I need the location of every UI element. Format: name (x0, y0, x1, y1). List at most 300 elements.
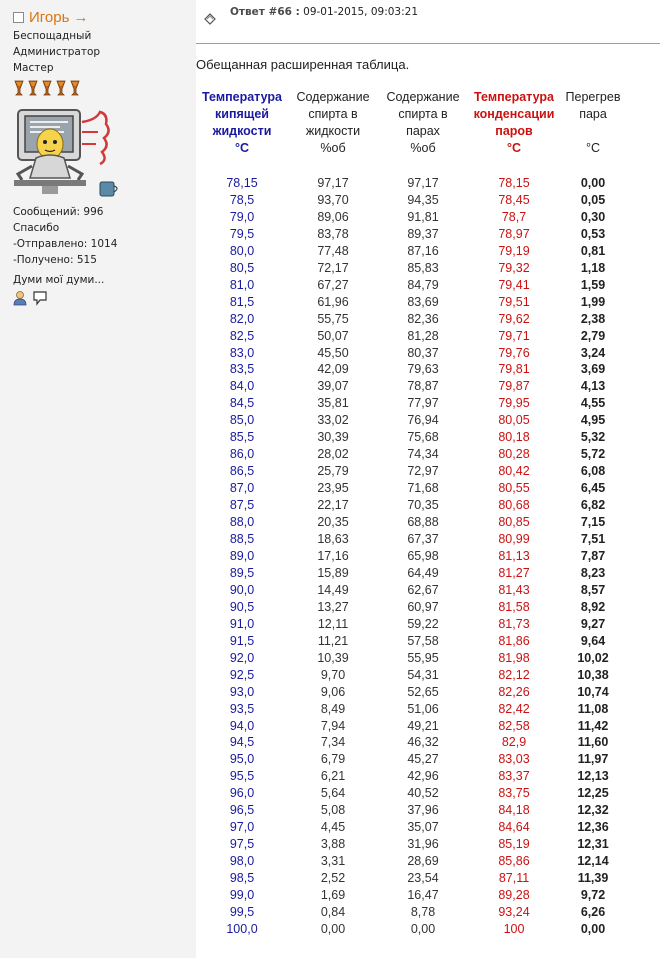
thanks-received: -Получено: 515 (13, 254, 97, 266)
glass-icon (42, 80, 52, 96)
cell-alcohol-liquid: 67,27 (317, 277, 349, 292)
cell-superheat: 12,25 (577, 786, 609, 801)
glass-icon (28, 80, 38, 96)
table-row (196, 497, 626, 514)
cell-condensation-temp: 82,9 (501, 735, 527, 750)
table-row (196, 548, 626, 565)
cell-condensation-temp: 85,86 (498, 854, 530, 869)
header-condensation-temp: Температура конденсации паров °C (473, 90, 555, 155)
header-alcohol-liquid: Содержание спирта в жидкости %об (296, 90, 370, 155)
cell-alcohol-liquid: 10,39 (317, 650, 349, 665)
cell-alcohol-liquid: 3,88 (320, 837, 346, 852)
cell-boiling-temp: 79,5 (229, 226, 255, 241)
cell-alcohol-liquid: 23,95 (317, 481, 349, 496)
cell-alcohol-liquid: 4,45 (320, 820, 346, 835)
cell-superheat: 0,30 (580, 209, 606, 224)
cell-alcohol-liquid: 9,06 (320, 684, 346, 699)
cell-boiling-temp: 98,0 (229, 854, 255, 869)
table-row (196, 277, 626, 294)
cell-alcohol-liquid: 83,78 (317, 226, 349, 241)
cell-alcohol-vapor: 85,83 (407, 260, 439, 275)
user-rank-1: Беспощадный (13, 30, 92, 42)
cell-superheat: 6,45 (580, 481, 606, 496)
table-row (196, 718, 626, 735)
cell-superheat: 8,92 (580, 599, 606, 614)
avatar-image (12, 102, 124, 202)
message-icon[interactable] (32, 290, 48, 306)
cell-alcohol-liquid: 14,49 (317, 582, 349, 597)
cell-boiling-temp: 83,5 (229, 362, 255, 377)
cell-alcohol-vapor: 57,58 (407, 633, 439, 648)
cell-alcohol-liquid: 35,81 (317, 396, 349, 411)
cell-boiling-temp: 92,5 (229, 667, 255, 682)
table-row (196, 751, 626, 768)
cell-alcohol-liquid: 0,84 (320, 904, 346, 919)
cell-condensation-temp: 100 (503, 921, 525, 936)
user-signature: Думи мої думи... (13, 274, 105, 286)
cell-condensation-temp: 84,64 (498, 820, 530, 835)
table-row (196, 175, 626, 192)
table-row (196, 412, 626, 429)
cell-alcohol-liquid: 25,79 (317, 464, 349, 479)
cell-alcohol-liquid: 30,39 (317, 430, 349, 445)
cell-alcohol-vapor: 76,94 (407, 413, 439, 428)
cell-boiling-temp: 91,5 (229, 633, 255, 648)
table-row (196, 633, 626, 650)
data-table (196, 89, 626, 938)
cell-condensation-temp: 82,12 (498, 667, 530, 682)
table-row (196, 684, 626, 701)
rank-glasses (14, 80, 80, 96)
cell-boiling-temp: 93,5 (229, 701, 255, 716)
cell-superheat: 11,42 (577, 718, 609, 733)
table-body (196, 157, 626, 938)
cell-alcohol-liquid: 3,31 (320, 854, 346, 869)
table-row (196, 599, 626, 616)
cell-superheat: 9,64 (580, 633, 606, 648)
cell-alcohol-vapor: 77,97 (407, 396, 439, 411)
cell-alcohol-vapor: 94,35 (407, 192, 439, 207)
cell-alcohol-liquid: 42,09 (317, 362, 349, 377)
cell-alcohol-liquid: 93,70 (317, 192, 349, 207)
cell-condensation-temp: 79,62 (498, 311, 530, 326)
cell-boiling-temp: 97,0 (229, 820, 255, 835)
cell-alcohol-vapor: 46,32 (407, 735, 439, 750)
table-row (196, 192, 626, 209)
cell-superheat: 12,31 (577, 837, 609, 852)
cell-alcohol-vapor: 81,28 (407, 328, 439, 343)
post-intro: Обещанная расширенная таблица. (196, 57, 410, 72)
profile-icon[interactable] (13, 290, 29, 306)
cell-boiling-temp: 90,5 (229, 599, 255, 614)
post-title[interactable]: Ответ #66 : (230, 6, 300, 18)
cell-superheat: 6,08 (580, 464, 606, 479)
cell-boiling-temp: 92,0 (229, 650, 255, 665)
cell-alcohol-liquid: 0,00 (320, 921, 346, 936)
cell-superheat: 0,00 (580, 921, 606, 936)
cell-boiling-temp: 90,0 (229, 582, 255, 597)
cell-alcohol-vapor: 59,22 (407, 616, 439, 631)
cell-condensation-temp: 78,45 (498, 192, 530, 207)
cell-superheat: 7,51 (580, 532, 606, 547)
table-row (196, 565, 626, 582)
table-row (196, 734, 626, 751)
user-select-checkbox[interactable] (13, 12, 24, 23)
table-row (196, 328, 626, 345)
cell-alcohol-liquid: 6,21 (320, 769, 346, 784)
cell-boiling-temp: 86,5 (229, 464, 255, 479)
cell-boiling-temp: 88,0 (229, 515, 255, 530)
cell-condensation-temp: 82,26 (498, 684, 530, 699)
table-row (196, 378, 626, 395)
cell-alcohol-vapor: 70,35 (407, 498, 439, 513)
cell-boiling-temp: 81,5 (229, 294, 255, 309)
table-row (196, 616, 626, 633)
table-row (196, 463, 626, 480)
cell-boiling-temp: 99,5 (229, 904, 255, 919)
cell-boiling-temp: 84,5 (229, 396, 255, 411)
table-row (196, 226, 626, 243)
cell-condensation-temp: 79,19 (498, 243, 530, 258)
cell-boiling-temp: 80,0 (229, 243, 255, 258)
table-row (196, 921, 626, 938)
table-row (196, 395, 626, 412)
cell-boiling-temp: 81,0 (229, 277, 255, 292)
cell-alcohol-vapor: 42,96 (407, 769, 439, 784)
cell-alcohol-vapor: 62,67 (407, 582, 439, 597)
cell-alcohol-vapor: 67,37 (407, 532, 439, 547)
cell-condensation-temp: 79,81 (498, 362, 530, 377)
cell-alcohol-liquid: 13,27 (317, 599, 349, 614)
cell-superheat: 12,36 (577, 820, 609, 835)
cell-alcohol-liquid: 77,48 (317, 243, 349, 258)
cell-condensation-temp: 81,43 (498, 582, 530, 597)
cell-superheat: 11,97 (577, 752, 609, 767)
cell-superheat: 0,81 (580, 243, 606, 258)
cell-boiling-temp: 85,0 (229, 413, 255, 428)
cell-condensation-temp: 79,32 (498, 260, 530, 275)
cell-superheat: 12,13 (577, 769, 609, 784)
table-row (196, 243, 626, 260)
cell-boiling-temp: 85,5 (229, 430, 255, 445)
cell-alcohol-vapor: 68,88 (407, 515, 439, 530)
cell-condensation-temp: 84,18 (498, 803, 530, 818)
post-icon (202, 11, 218, 27)
cell-alcohol-vapor: 28,69 (407, 854, 439, 869)
user-header (13, 8, 88, 26)
cell-alcohol-vapor: 79,63 (407, 362, 439, 377)
thanks-sent: -Отправлено: 1014 (13, 238, 118, 250)
cell-condensation-temp: 79,95 (498, 396, 530, 411)
header-boiling-temp: Температура кипящей жидкости °C (202, 90, 282, 155)
cell-condensation-temp: 81,58 (498, 599, 530, 614)
cell-alcohol-liquid: 39,07 (317, 379, 349, 394)
cell-alcohol-vapor: 54,31 (407, 667, 439, 682)
cell-boiling-temp: 98,5 (229, 871, 255, 886)
table-row (196, 650, 626, 667)
cell-boiling-temp: 87,5 (229, 498, 255, 513)
cell-alcohol-liquid: 50,07 (317, 328, 349, 343)
cell-alcohol-liquid: 89,06 (317, 209, 349, 224)
cell-superheat: 8,23 (580, 565, 606, 580)
cell-alcohol-liquid: 6,79 (320, 752, 346, 767)
cell-alcohol-liquid: 7,34 (320, 735, 346, 750)
header-alcohol-vapor: Содержание спирта в парах %об (386, 90, 460, 155)
cell-superheat: 0,53 (580, 226, 606, 241)
cell-alcohol-vapor: 40,52 (407, 786, 439, 801)
table-row (196, 904, 626, 921)
cell-alcohol-vapor: 51,06 (407, 701, 439, 716)
cell-boiling-temp: 95,0 (229, 752, 255, 767)
post-date: 09-01-2015, 09:03:21 (303, 6, 418, 18)
cell-boiling-temp: 84,0 (229, 379, 255, 394)
cell-condensation-temp: 80,42 (498, 464, 530, 479)
cell-alcohol-liquid: 72,17 (317, 260, 349, 275)
cell-alcohol-vapor: 45,27 (407, 752, 439, 767)
cell-boiling-temp: 87,0 (229, 481, 255, 496)
cell-superheat: 3,69 (580, 362, 606, 377)
cell-superheat: 1,59 (580, 277, 606, 292)
cell-boiling-temp: 82,5 (229, 328, 255, 343)
table-row (196, 531, 626, 548)
cell-alcohol-liquid: 7,94 (320, 718, 346, 733)
cell-alcohol-vapor: 55,95 (407, 650, 439, 665)
username-link[interactable]: Игорь (29, 8, 70, 26)
table-row (196, 361, 626, 378)
cell-alcohol-vapor: 83,69 (407, 294, 439, 309)
cell-condensation-temp: 81,86 (498, 633, 530, 648)
cell-condensation-temp: 78,7 (501, 209, 527, 224)
cell-boiling-temp: 97,5 (229, 837, 255, 852)
cell-boiling-temp: 100,0 (226, 921, 258, 936)
cell-superheat: 4,95 (580, 413, 606, 428)
cell-superheat: 4,55 (580, 396, 606, 411)
cell-alcohol-liquid: 18,63 (317, 532, 349, 547)
table-row (196, 819, 626, 836)
cell-alcohol-liquid: 11,21 (317, 633, 349, 648)
table-row (196, 836, 626, 853)
messages-count: Сообщений: 996 (13, 206, 104, 218)
cell-condensation-temp: 80,85 (498, 515, 530, 530)
table-row (196, 480, 626, 497)
cell-superheat: 2,79 (580, 328, 606, 343)
cell-condensation-temp: 79,41 (498, 277, 530, 292)
cell-superheat: 10,74 (577, 684, 609, 699)
glass-icon (70, 80, 80, 96)
cell-boiling-temp: 82,0 (229, 311, 255, 326)
cell-alcohol-vapor: 16,47 (407, 888, 439, 903)
cell-boiling-temp: 93,0 (229, 684, 255, 699)
cell-alcohol-vapor: 60,97 (407, 599, 439, 614)
cell-alcohol-vapor: 97,17 (407, 176, 439, 190)
cell-alcohol-liquid: 61,96 (317, 294, 349, 309)
cell-boiling-temp: 99,0 (229, 888, 255, 903)
cell-condensation-temp: 79,76 (498, 345, 530, 360)
cell-condensation-temp: 78,97 (498, 226, 530, 241)
cell-superheat: 0,00 (580, 176, 606, 190)
cell-superheat: 11,60 (577, 735, 609, 750)
cell-alcohol-liquid: 2,52 (320, 871, 346, 886)
user-sidebar (0, 0, 196, 958)
cell-alcohol-vapor: 52,65 (407, 684, 439, 699)
cell-boiling-temp: 80,5 (229, 260, 255, 275)
cell-boiling-temp: 94,0 (229, 718, 255, 733)
post-content (196, 0, 660, 958)
table-row (196, 853, 626, 870)
cell-alcohol-vapor: 31,96 (407, 837, 439, 852)
cell-condensation-temp: 82,42 (498, 701, 530, 716)
cell-condensation-temp: 89,28 (498, 888, 530, 903)
cell-boiling-temp: 95,5 (229, 769, 255, 784)
user-actions (13, 290, 48, 306)
cell-alcohol-liquid: 5,64 (320, 786, 346, 801)
cell-boiling-temp: 96,0 (229, 786, 255, 801)
cell-alcohol-liquid: 22,17 (317, 498, 349, 513)
cell-alcohol-liquid: 8,49 (320, 701, 346, 716)
cell-alcohol-vapor: 49,21 (407, 718, 439, 733)
cell-alcohol-vapor: 75,68 (407, 430, 439, 445)
glass-icon (14, 80, 24, 96)
table-row (196, 260, 626, 277)
cell-superheat: 6,82 (580, 498, 606, 513)
table-row (196, 429, 626, 446)
cell-superheat: 7,15 (580, 515, 606, 530)
cell-condensation-temp: 93,24 (498, 904, 530, 919)
cell-superheat: 11,08 (577, 701, 609, 716)
cell-alcohol-liquid: 17,16 (317, 548, 349, 563)
cell-condensation-temp: 79,51 (498, 294, 530, 309)
cell-superheat: 0,05 (580, 192, 606, 207)
cell-alcohol-liquid: 1,69 (320, 888, 346, 903)
cell-alcohol-liquid: 20,35 (317, 515, 349, 530)
table-row (196, 887, 626, 904)
cell-superheat: 11,39 (577, 871, 609, 886)
cell-superheat: 3,24 (580, 345, 606, 360)
cell-alcohol-liquid: 9,70 (320, 667, 346, 682)
cell-superheat: 10,38 (577, 667, 609, 682)
table-row (196, 785, 626, 802)
table-row (196, 870, 626, 887)
cell-alcohol-vapor: 80,37 (407, 345, 439, 360)
cell-condensation-temp: 79,71 (498, 328, 530, 343)
cell-alcohol-vapor: 78,87 (407, 379, 439, 394)
cell-condensation-temp: 80,68 (498, 498, 530, 513)
cell-boiling-temp: 78,15 (226, 176, 258, 190)
cell-alcohol-vapor: 65,98 (407, 548, 439, 563)
cell-alcohol-vapor: 35,07 (407, 820, 439, 835)
cell-alcohol-vapor: 0,00 (410, 921, 436, 936)
cell-superheat: 7,87 (580, 548, 606, 563)
cell-condensation-temp: 87,11 (498, 871, 530, 886)
cell-superheat: 1,99 (580, 294, 606, 309)
cell-boiling-temp: 88,5 (229, 532, 255, 547)
cell-boiling-temp: 83,0 (229, 345, 255, 360)
cell-superheat: 12,32 (577, 803, 609, 818)
cell-alcohol-vapor: 84,79 (407, 277, 439, 292)
user-rank-2: Администратор (13, 46, 101, 58)
table-header-row (196, 89, 626, 157)
cell-superheat: 1,18 (580, 260, 606, 275)
cell-condensation-temp: 80,55 (498, 481, 530, 496)
cell-boiling-temp: 86,0 (229, 447, 255, 462)
table-row (196, 514, 626, 531)
cell-alcohol-liquid: 5,08 (320, 803, 346, 818)
cell-alcohol-vapor: 37,96 (407, 803, 439, 818)
table-row (196, 294, 626, 311)
cell-alcohol-liquid: 45,50 (317, 345, 349, 360)
cell-condensation-temp: 79,87 (498, 379, 530, 394)
cell-alcohol-liquid: 15,89 (317, 565, 349, 580)
cell-boiling-temp: 91,0 (229, 616, 255, 631)
cell-superheat: 2,38 (580, 311, 606, 326)
cell-condensation-temp: 81,98 (498, 650, 530, 665)
cell-alcohol-vapor: 71,68 (407, 481, 439, 496)
cell-condensation-temp: 78,15 (498, 176, 530, 190)
cell-alcohol-liquid: 33,02 (317, 413, 349, 428)
cell-superheat: 10,02 (577, 650, 609, 665)
cell-condensation-temp: 81,13 (498, 548, 530, 563)
table-row (196, 768, 626, 785)
cell-condensation-temp: 81,73 (498, 616, 530, 631)
glass-icon (56, 80, 66, 96)
cell-condensation-temp: 82,58 (498, 718, 530, 733)
cell-superheat: 9,27 (580, 616, 606, 631)
thanks-label: Спасибо (13, 222, 60, 234)
cell-alcohol-vapor: 87,16 (407, 243, 439, 258)
table-row (196, 209, 626, 226)
table-row (196, 345, 626, 362)
table-row (196, 701, 626, 718)
user-rank-3: Мастер (13, 62, 54, 74)
header-superheat: Перегрев пара °C (565, 90, 621, 155)
cell-condensation-temp: 80,28 (498, 447, 530, 462)
cell-alcohol-vapor: 64,49 (407, 565, 439, 580)
cell-alcohol-vapor: 8,78 (410, 904, 436, 919)
table-row (196, 311, 626, 328)
post-header (230, 6, 418, 18)
cell-alcohol-liquid: 28,02 (317, 447, 349, 462)
cell-alcohol-liquid: 55,75 (317, 311, 349, 326)
cell-superheat: 5,32 (580, 430, 606, 445)
cell-condensation-temp: 83,37 (498, 769, 530, 784)
cell-alcohol-vapor: 23,54 (407, 871, 439, 886)
arrow-icon[interactable]: → (73, 8, 89, 26)
cell-alcohol-vapor: 74,34 (407, 447, 439, 462)
cell-alcohol-vapor: 82,36 (407, 311, 439, 326)
cell-boiling-temp: 78,5 (229, 192, 255, 207)
cell-condensation-temp: 80,05 (498, 413, 530, 428)
cell-condensation-temp: 83,75 (498, 786, 530, 801)
cell-superheat: 5,72 (580, 447, 606, 462)
cell-condensation-temp: 81,27 (498, 565, 530, 580)
cell-alcohol-liquid: 12,11 (317, 616, 349, 631)
cell-condensation-temp: 85,19 (498, 837, 530, 852)
cell-condensation-temp: 80,18 (498, 430, 530, 445)
table-row (196, 446, 626, 463)
cell-condensation-temp: 80,99 (498, 532, 530, 547)
cell-superheat: 9,72 (580, 888, 606, 903)
table-spacer (196, 157, 626, 175)
cell-condensation-temp: 83,03 (498, 752, 530, 767)
cell-alcohol-vapor: 72,97 (407, 464, 439, 479)
cell-alcohol-liquid: 97,17 (317, 176, 349, 190)
cell-superheat: 6,26 (580, 904, 606, 919)
cell-boiling-temp: 94,5 (229, 735, 255, 750)
cell-alcohol-vapor: 91,81 (407, 209, 439, 224)
cell-boiling-temp: 89,5 (229, 565, 255, 580)
cell-superheat: 8,57 (580, 582, 606, 597)
post-divider (196, 43, 660, 44)
